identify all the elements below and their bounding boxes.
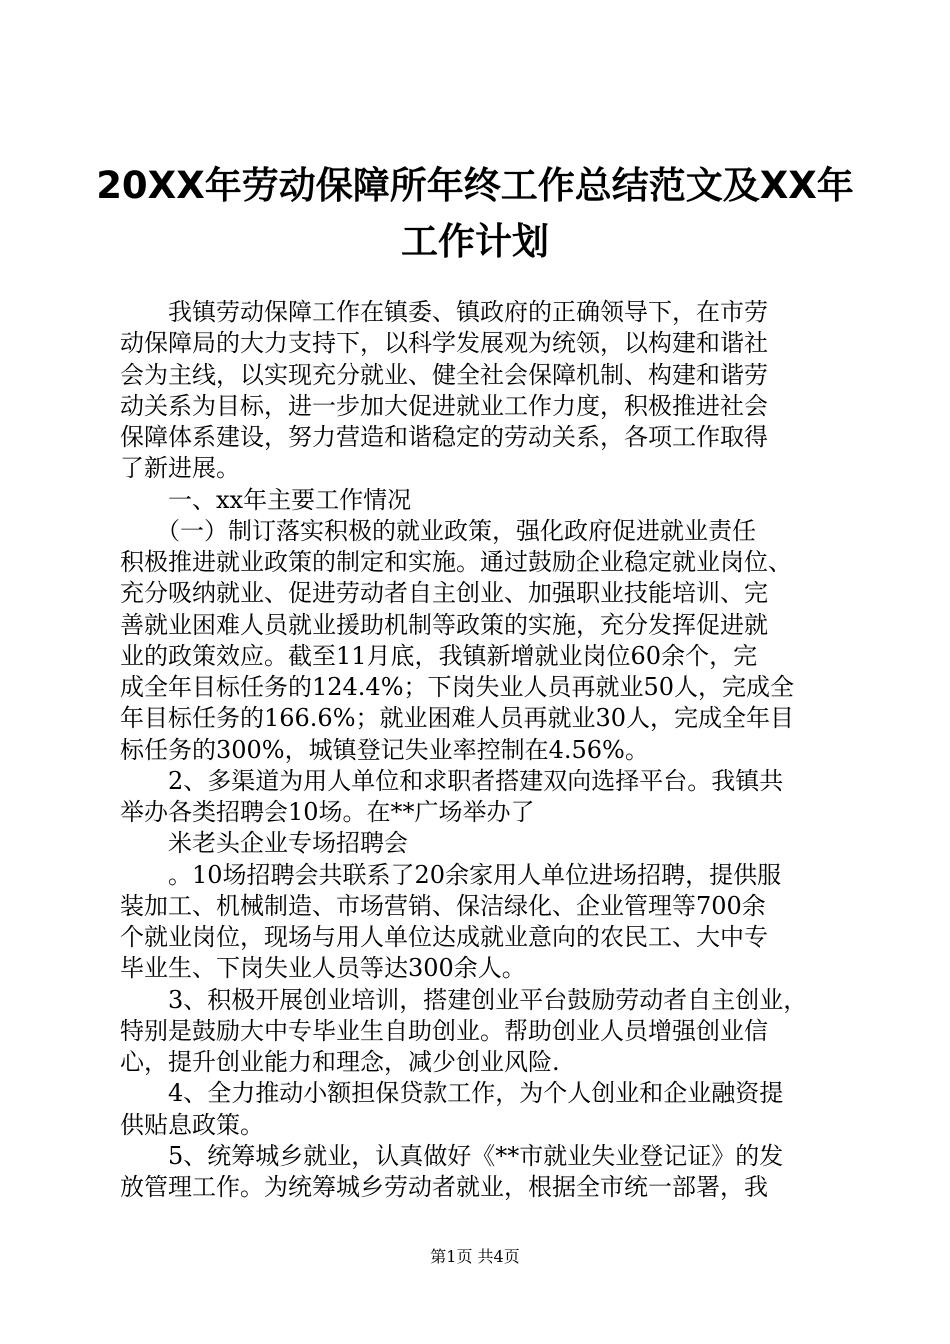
body-line: 毕业生、下岗失业人员等达300余人。 [120, 954, 526, 982]
body-line: 动关系为目标，进一步加大促进就业工作力度，积极推进社会 [120, 392, 768, 420]
body-line: 我镇劳动保障工作在镇委、镇政府的正确领导下，在市劳 [120, 298, 768, 326]
body-line: 积极推进就业政策的制定和实施。通过鼓励企业稳定就业岗位、 [120, 548, 792, 576]
section-heading: 一、xx年主要工作情况 [120, 486, 412, 514]
body-line: 5、统筹城乡就业，认真做好《**市就业失业登记证》的发 [120, 1142, 784, 1170]
body-line: 放管理工作。为统筹城乡劳动者就业，根据全市统一部署，我 [120, 1173, 768, 1201]
body-line: 举办各类招聘会10场。在**广场举办了 [120, 798, 535, 826]
body-line: 个就业岗位，现场与用人单位达成就业意向的农民工、大中专 [120, 923, 768, 951]
body-line: 。10场招聘会共联系了20余家用人单位进场招聘，提供服 [120, 861, 782, 889]
body-line: 动保障局的大力支持下，以科学发展观为统领，以构建和谐社 [120, 329, 768, 357]
body-line: 标任务的300%，城镇登记失业率控制在4.56%。 [120, 736, 649, 764]
body-line: 米老头企业专场招聘会 [120, 829, 408, 857]
body-line: 年目标任务的166.6%；就业困难人员再就业30人，完成全年目 [120, 704, 795, 732]
body-line: 善就业困难人员就业援助机制等政策的实施，充分发挥促进就 [120, 611, 768, 639]
body-line: 4、全力推动小额担保贷款工作，为个人创业和企业融资提 [120, 1079, 784, 1107]
page-footer: 第1页 共4页 [430, 1247, 520, 1266]
body-line: （一）制订落实积极的就业政策，强化政府促进就业责任 [120, 517, 756, 545]
body-line: 充分吸纳就业、促进劳动者自主创业、加强职业技能培训、完 [120, 579, 768, 607]
body-line: 装加工、机械制造、市场营销、保洁绿化、企业管理等700余 [120, 892, 766, 920]
document-title-line-1: 20XX年劳动保障所年终工作总结范文及XX年 [96, 164, 854, 207]
body-line: 了新进展。 [120, 454, 240, 482]
document-title-line-2: 工作计划 [401, 220, 549, 263]
body-line: 保障体系建设，努力营造和谐稳定的劳动关系，各项工作取得 [120, 423, 768, 451]
body-line: 供贴息政策。 [120, 1111, 264, 1139]
body-line: 成全年目标任务的124.4%；下岗失业人员再就业50人，完成全 [120, 673, 795, 701]
body-line: 业的政策效应。截至11月底，我镇新增就业岗位60余个，完 [120, 642, 758, 670]
body-line: 2、多渠道为用人单位和求职者搭建双向选择平台。我镇共 [120, 767, 784, 795]
body-line: 心，提升创业能力和理念，减少创业风险. [120, 1048, 560, 1076]
body-line: 会为主线，以实现充分就业、健全社会保障机制、构建和谐劳 [120, 361, 768, 389]
body-line: 特别是鼓励大中专毕业生自助创业。帮助创业人员增强创业信 [120, 1017, 768, 1045]
body-line: 3、积极开展创业培训，搭建创业平台鼓励劳动者自主创业， [120, 986, 808, 1014]
